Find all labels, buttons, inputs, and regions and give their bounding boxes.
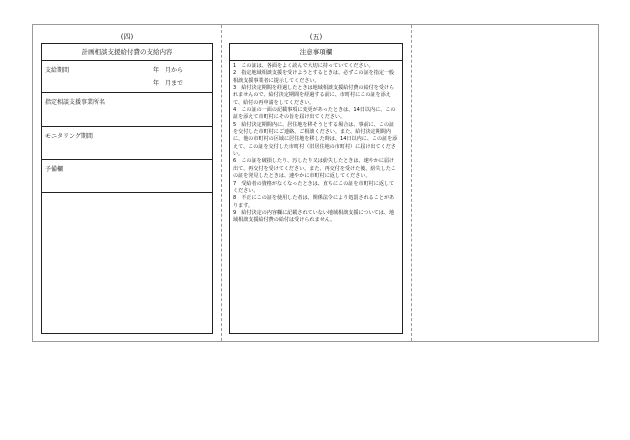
fold-line-1 bbox=[221, 25, 222, 341]
note-item: 7 受給者の資格がなくなったときは、直ちにこの証を市町村に返してください。 bbox=[233, 180, 395, 194]
panel-number-four: (四) bbox=[120, 33, 134, 41]
fold-line-2 bbox=[411, 25, 412, 341]
note-item: 3 給付決定期間を経過したときは地域相談支援給付費の給付を受けられませんので、給付決定期間を経過する前に、市町村にこの証を添えて、給付の再申請をしてください。 bbox=[233, 85, 395, 106]
note-item: 1 この証は、各面をよく読んで大切に持っていてください。 bbox=[233, 63, 374, 69]
memo-row bbox=[42, 160, 212, 193]
period-from-text: 年 月から bbox=[153, 67, 184, 74]
note-item: 6 この証を破損したり、汚したり又は紛失したときは、速やかに届け出て、再交付を受けてください。また、再交付を受けた後、紛失したこの証を発見したときは、速やかに市町村に返してください。 bbox=[233, 158, 396, 180]
notes-table bbox=[229, 43, 403, 334]
memo-label: 予備欄 bbox=[45, 166, 64, 173]
period-to-text: 年 月まで bbox=[153, 80, 184, 87]
certificate-sheet bbox=[32, 24, 599, 342]
notes-list bbox=[230, 61, 402, 225]
note-item: 4 この証の一面の記載事項に変更があったときは、14日以内に、この証を添えて市町村にその旨を届け出てください。 bbox=[233, 107, 396, 121]
payment-period-label: 支給期間 bbox=[45, 67, 70, 74]
note-item: 2 指定地域相談支援を受けようとするときは、必ずこの証を指定一般相談支援事業者に提示してください。 bbox=[233, 70, 395, 84]
note-item: 9 給付決定の内容欄に記載されていない地域相談支援については、地域相談支援給付費の給付は受けられません。 bbox=[233, 209, 395, 224]
support-content-title: 計画相談支援給付費の支給内容 bbox=[42, 44, 212, 61]
support-content-table bbox=[41, 43, 213, 334]
office-name-label: 指定相談支援事業所名 bbox=[45, 99, 106, 106]
note-item: 8 不正にこの証を使用した者は、関係法令により処罰されることがあります。 bbox=[233, 195, 395, 209]
note-item: 5 給付決定期間内に、居住地を移そうとする場合は、事前に、この証を交付した市町村にご連絡、ご相談ください。また、給付決定期間内に、他の市町村の区域に居住地を移した時は、14日以内に、この証を添えて、この証を交付した市町村（旧居住地の市町村）に届け出てください。 bbox=[233, 121, 398, 158]
panel-number-five: (五) bbox=[309, 33, 323, 41]
office-name-row bbox=[42, 93, 212, 127]
monitoring-period-label: モニタリング期間 bbox=[45, 133, 93, 140]
payment-period-row bbox=[42, 61, 212, 93]
notes-title: 注意事項欄 bbox=[230, 44, 402, 61]
monitoring-period-row bbox=[42, 127, 212, 160]
